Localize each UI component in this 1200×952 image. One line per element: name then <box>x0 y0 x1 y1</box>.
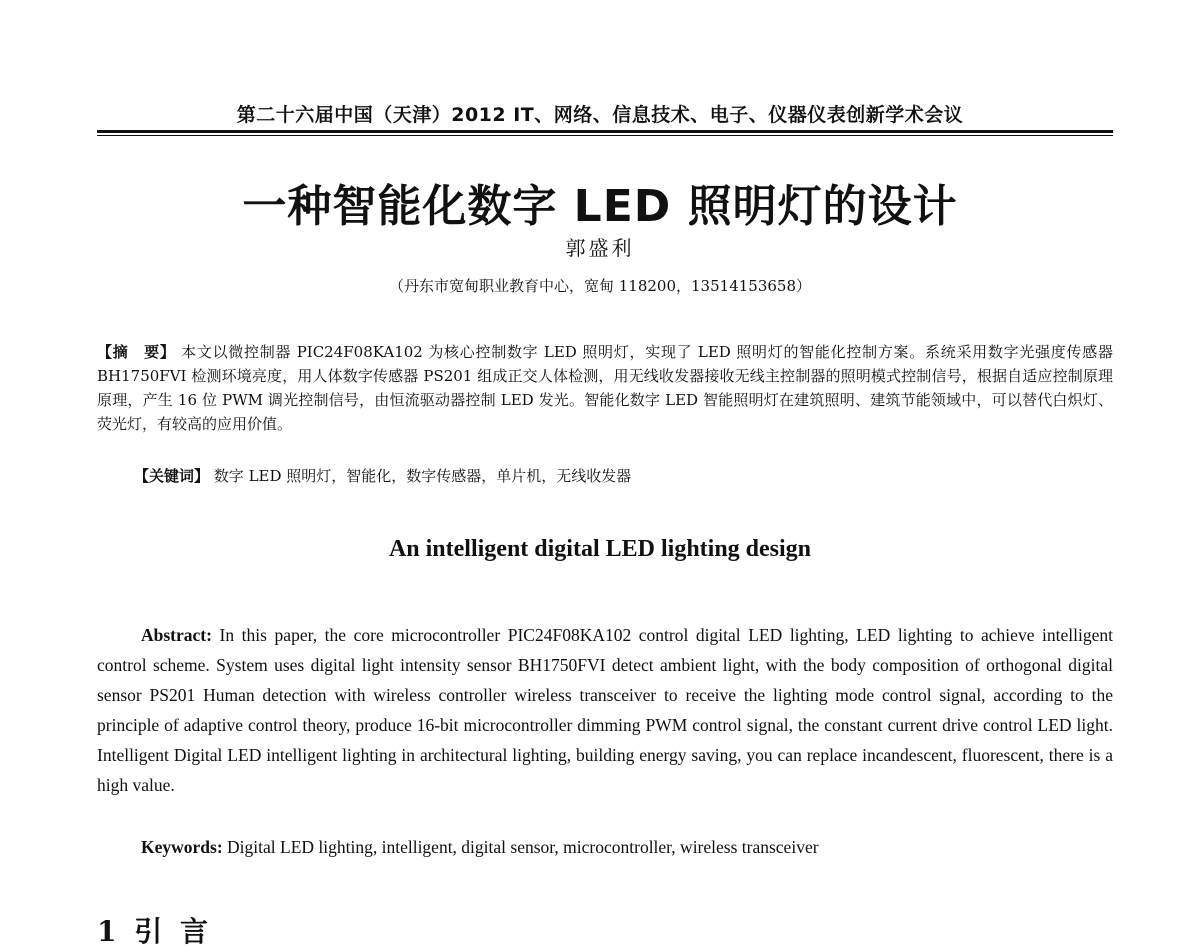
chinese-abstract-label: 【摘 要】 <box>97 343 176 361</box>
section-heading-introduction: 1 引 言 <box>97 915 212 948</box>
chinese-abstract <box>97 340 1113 436</box>
english-abstract <box>97 620 1113 800</box>
chinese-keywords-label: 【关键词】 <box>134 467 210 485</box>
english-abstract-label: Abstract: <box>141 625 212 645</box>
conference-header: 第二十六届中国（天津）2012 IT、网络、信息技术、电子、仪器仪表创新学术会议 <box>236 104 964 126</box>
chinese-keywords <box>134 464 1114 488</box>
chinese-keywords-text: 数字 LED 照明灯，智能化，数字传感器，单片机，无线收发器 <box>213 467 632 485</box>
chinese-abstract-text: 本文以微控制器 PIC24F08KA102 为核心控制数字 LED 照明灯，实现了 LED 照明灯的智能化控制方案。系统采用数字光强度传感器 BH1750FVI 检测环境亮度，用人体数字传感器 PS201 组成正交人体检测，用无线收发器接收无线主控制器的照明模式控制信号，根据自适应控制原理原理，产生 16 位 PWM 调光控制信号，由恒流驱动器控制 LED 发光。智能化数字 LED 智能照明灯在建筑照明、建筑节能领域中，可以替代白炽灯、荧光灯，有较高的应用价值。 <box>97 343 1113 433</box>
paper-author: 郭盛利 <box>565 236 635 260</box>
english-keywords <box>141 832 1111 862</box>
english-abstract-text: In this paper, the core microcontroller PIC24F08KA102 control digital LED lighting, LED lighting to achieve intelligent control scheme. System uses digital light intensity sensor BH1750FVI detect ambient light, with the body composition of orthogonal digital sensor PS201 Human detection with wireless controller wireless transceiver to receive the lighting mode control signal, according to the principle of adaptive control theory, produce 16-bit microcontroller dimming PWM control signal, the constant current drive control LED light. Intelligent Digital LED intelligent lighting in architectural lighting, building energy saving, you can replace incandescent, fluorescent, there is a high value. <box>97 625 1113 795</box>
english-title: An intelligent digital LED lighting design <box>388 536 812 562</box>
english-keywords-label: Keywords: <box>141 837 223 857</box>
paper-affiliation: （丹东市宽甸职业教育中心，宽甸 118200，13514153658） <box>388 277 811 295</box>
header-rule-thin <box>97 135 1113 136</box>
paper-title: 一种智能化数字 LED 照明灯的设计 <box>242 181 958 232</box>
header-rule-thick <box>97 130 1113 133</box>
english-keywords-text: Digital LED lighting, intelligent, digital sensor, microcontroller, wireless transceiver <box>227 837 819 857</box>
